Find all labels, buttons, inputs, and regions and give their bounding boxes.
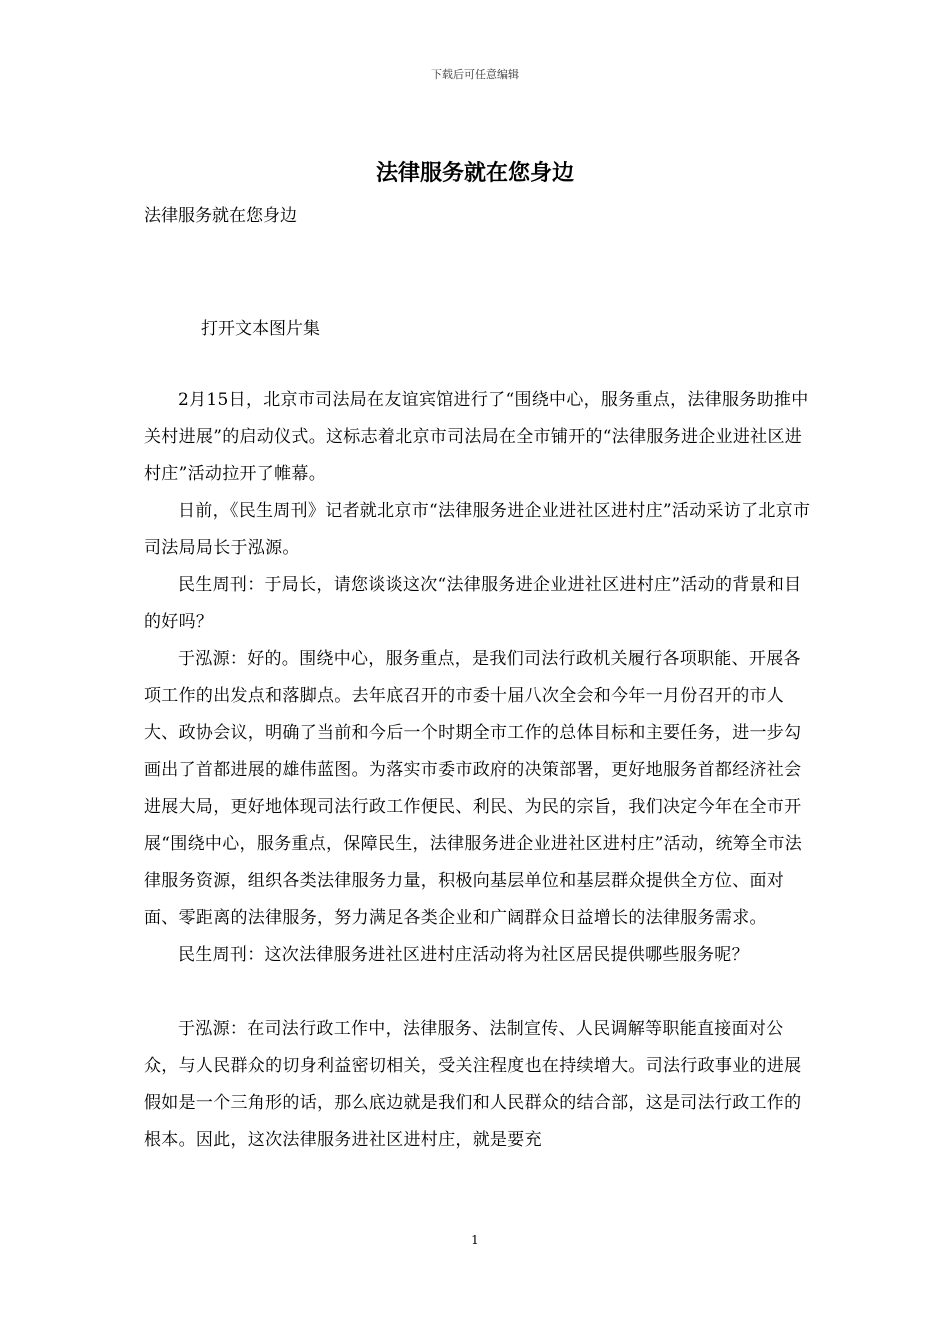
open-image-gallery-link[interactable]: 打开文本图片集 bbox=[201, 319, 320, 339]
paragraph: 2月15日，北京市司法局在友谊宾馆进行了“围绕中心，服务重点，法律服务助推中关村进展”的启动仪式。这标志着北京市司法局在全市铺开的“法律服务进企业进社区进村庄”活动拉开了帷幕。 bbox=[144, 390, 809, 484]
article-body bbox=[144, 382, 814, 1159]
paragraph: 民生周刊：于局长，请您谈谈这次“法律服务进企业进社区进村庄”活动的背景和目的好吗？ bbox=[144, 575, 802, 632]
paragraph: 于泓源：好的。围绕中心，服务重点，是我们司法行政机关履行各项职能、开展各项工作的出发点和落脚点。去年底召开的市委十届八次全会和今年一月份召开的市人大、政协会议，明确了当前和今后一个时期全市工作的总体目标和主要任务，进一步勾画出了首都进展的雄伟蓝图。为落实市委市政府的决策部署，更好地服务首都经济社会进展大局，更好地体现司法行政工作便民、利民、为民的宗旨，我们决定今年在全市开展“围绕中心，服务重点，保障民生，法律服务进企业进社区进村庄”活动，统筹全市法律服务资源，组织各类法律服务力量，积极向基层单位和基层群众提供全方位、面对面、零距离的法律服务，努力满足各类企业和广阔群众日益增长的法律服务需求。 bbox=[144, 649, 803, 928]
paragraph: 于泓源：在司法行政工作中，法律服务、法制宣传、人民调解等职能直接面对公众，与人民群众的切身利益密切相关，受关注程度也在持续增大。司法行政事业的进展假如是一个三角形的话，那么底边就是我们和人民群众的结合部，这是司法行政工作的根本。因此，这次法律服务进社区进村庄，就是要充 bbox=[144, 1019, 802, 1150]
page-header-note: 下载后可任意编辑 bbox=[431, 68, 519, 81]
paragraph: 日前，《民生周刊》记者就北京市“法律服务进企业进社区进村庄”活动采访了北京市司法局局长于泓源。 bbox=[144, 501, 811, 558]
page-number: 1 bbox=[471, 1233, 479, 1247]
paragraph: 民生周刊：这次法律服务进社区进村庄活动将为社区居民提供哪些服务呢？ bbox=[178, 945, 749, 965]
document-title: 法律服务就在您身边 bbox=[375, 160, 574, 186]
document-subtitle: 法律服务就在您身边 bbox=[144, 206, 297, 226]
